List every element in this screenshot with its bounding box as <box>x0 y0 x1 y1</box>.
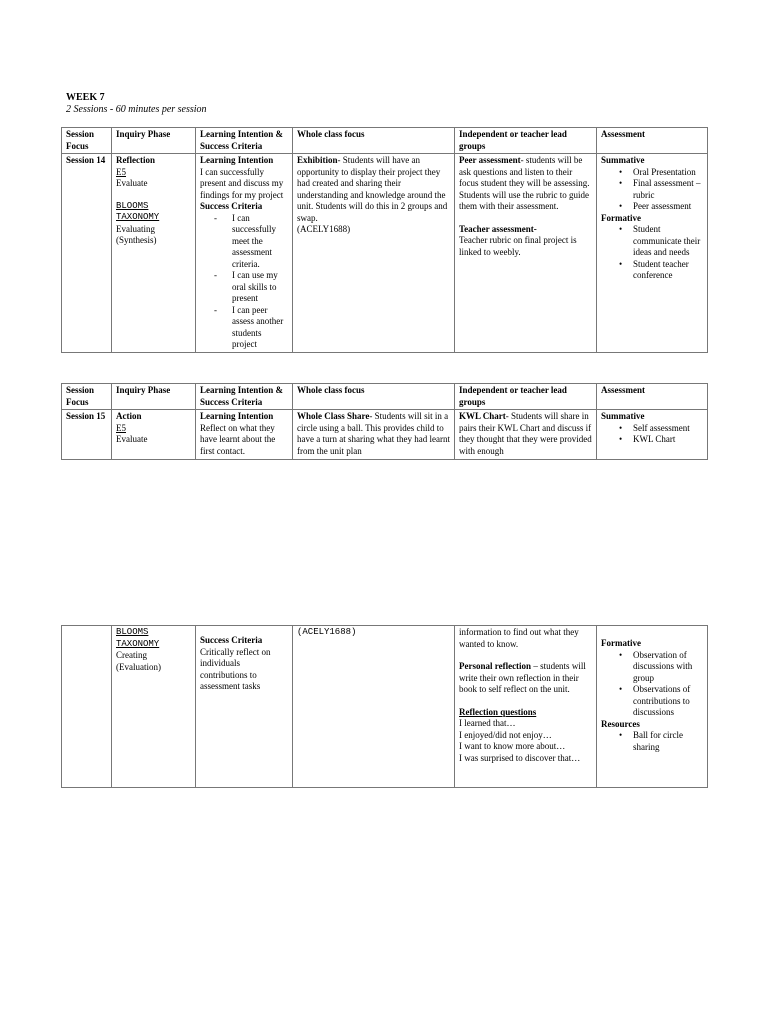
list-item: • KWL Chart <box>619 434 703 446</box>
summative-list <box>601 423 703 446</box>
table-row <box>62 154 708 353</box>
list-item: • Final assessment – rubric <box>619 178 703 201</box>
session-14-table <box>61 127 708 353</box>
inquiry-phase: Action <box>116 411 142 421</box>
list-item: • Oral Presentation <box>619 167 703 179</box>
col-learning-intention: Learning Intention & Success Criteria <box>196 384 293 410</box>
learning-cell <box>196 626 293 788</box>
summative-title: Summative <box>601 411 645 421</box>
teacher-assessment-text: Teacher rubric on final project is linked to weebly. <box>459 235 577 257</box>
table-row <box>62 626 708 788</box>
formative-list <box>601 224 703 282</box>
personal-reflection-text: – students will write their own reflection in their book to self reflect on the unit. <box>459 661 586 694</box>
list-item: I want to know more about… <box>459 741 566 751</box>
inquiry-phase: Reflection <box>116 155 155 165</box>
col-whole-class-focus: Whole class focus <box>293 128 455 154</box>
whole-class-title: Exhibition <box>297 155 338 165</box>
whole-class-text: - Students will have an opportunity to display their project they had created and sharing their understanding and knowledge around the unit. Students will do this in 2 groups and swap. <box>297 155 448 223</box>
reflection-questions-title: Reflection questions <box>459 706 537 717</box>
inquiry-sub: Evaluate <box>116 434 148 444</box>
whole-class-text: - Students will sit in a circle using a ball. This provides child to have a turn at sharing what they had learnt from the unit plan <box>297 411 450 456</box>
whole-class-cell <box>293 626 455 788</box>
table-row <box>62 410 708 460</box>
inquiry-cell <box>112 154 196 353</box>
session-15-continued-table <box>61 625 708 788</box>
col-learning-intention: Learning Intention & Success Criteria <box>196 128 293 154</box>
groups-cell <box>455 154 597 353</box>
col-inquiry-phase: Inquiry Phase <box>112 384 196 410</box>
list-item: I learned that… <box>459 718 516 728</box>
formative-title: Formative <box>601 638 641 648</box>
blooms-label: BLOOMS TAXONOMY <box>116 627 160 649</box>
success-criteria-text: Critically reflect on individuals contributions to assessment tasks <box>200 646 271 691</box>
list-item: • Observations of contributions to discussions <box>619 684 703 719</box>
resources-title: Resources <box>601 718 640 729</box>
col-session-focus: Session Focus <box>62 384 112 410</box>
list-item: I enjoyed/did not enjoy… <box>459 729 552 740</box>
success-criteria-list <box>200 213 288 351</box>
list-item: • Ball for circle sharing <box>619 730 703 753</box>
resources-list <box>601 730 703 753</box>
week-title: WEEK 7 <box>66 92 105 103</box>
page-header <box>66 92 207 116</box>
col-groups: Independent or teacher lead groups <box>455 384 597 410</box>
sessions-subtitle: 2 Sessions - 60 minutes per session <box>66 104 207 115</box>
col-groups: Independent or teacher lead groups <box>455 128 597 154</box>
personal-reflection-title: Personal reflection <box>459 661 532 671</box>
table-header-row <box>62 384 708 410</box>
col-whole-class-focus: Whole class focus <box>293 384 455 410</box>
peer-assessment-title: Peer assessment <box>459 155 521 165</box>
learning-cell <box>196 154 293 353</box>
list-item: - I can successfully meet the assessment criteria. <box>214 213 288 271</box>
assessment-cell <box>597 410 708 460</box>
col-inquiry-phase: Inquiry Phase <box>112 128 196 154</box>
inquiry-code: E5 <box>116 166 126 177</box>
table-header-row <box>62 128 708 154</box>
formative-title: Formative <box>601 212 641 223</box>
success-criteria-title: Success Criteria <box>200 635 263 645</box>
curriculum-code: (ACELY1688) <box>297 224 351 234</box>
summative-list <box>601 167 703 213</box>
list-item: • Student communicate their ideas and needs <box>619 224 703 259</box>
session-label: Session 15 <box>62 410 112 460</box>
session-label: Session 14 <box>62 154 112 353</box>
groups-cell <box>455 410 597 460</box>
list-item: • Peer assessment <box>619 201 703 213</box>
assessment-cell <box>597 626 708 788</box>
learning-intention-title: Learning Intention <box>200 155 274 165</box>
list-item: I was surprised to discover that… <box>459 752 581 763</box>
assessment-cell <box>597 154 708 353</box>
inquiry-code: E5 <box>116 422 126 433</box>
blooms-label: BLOOMS TAXONOMY <box>116 200 160 222</box>
learning-intention-text: I can successfully present and discuss my findings for my project <box>200 166 284 200</box>
col-session-focus: Session Focus <box>62 128 112 154</box>
learning-intention-text: Reflect on what they have learnt about the first contact. <box>200 422 276 456</box>
whole-class-title: Whole Class Share <box>297 411 370 421</box>
list-item: - I can peer assess another students project <box>214 305 288 351</box>
col-assessment: Assessment <box>597 128 708 154</box>
inquiry-cell <box>112 626 196 788</box>
inquiry-cell <box>112 410 196 460</box>
list-item: • Self assessment <box>619 423 703 435</box>
peer-assessment-text: - students will be ask questions and listen to their focus student they will be assessing. Students will use the rubric to guide them with their assessment. <box>459 155 590 211</box>
kwl-text: - Students will share in pairs their KWL Chart and discuss if they thought that they were provided with enough <box>459 411 592 456</box>
curriculum-code: (ACELY1688) <box>297 627 357 637</box>
success-criteria-title: Success Criteria <box>200 201 263 211</box>
session-15-table <box>61 383 708 460</box>
learning-cell <box>196 410 293 460</box>
list-item: • Student teacher conference <box>619 259 703 282</box>
list-item: - I can use my oral skills to present <box>214 270 288 305</box>
inquiry-sub: Evaluate <box>116 178 148 188</box>
formative-list <box>601 650 703 719</box>
list-item: • Observation of discussions with group <box>619 650 703 685</box>
kwl-title: KWL Chart <box>459 411 506 421</box>
teacher-assessment-title: Teacher assessment- <box>459 223 537 234</box>
session-label-empty <box>62 626 112 788</box>
blooms-level: Creating (Evaluation) <box>116 650 161 672</box>
whole-class-cell <box>293 154 455 353</box>
learning-intention-title: Learning Intention <box>200 411 274 421</box>
blooms-level: Evaluating (Synthesis) <box>116 223 157 245</box>
kwl-text-continued: information to find out what they wanted to know. <box>459 627 579 649</box>
summative-title: Summative <box>601 155 645 165</box>
whole-class-cell <box>293 410 455 460</box>
groups-cell <box>455 626 597 788</box>
col-assessment: Assessment <box>597 384 708 410</box>
